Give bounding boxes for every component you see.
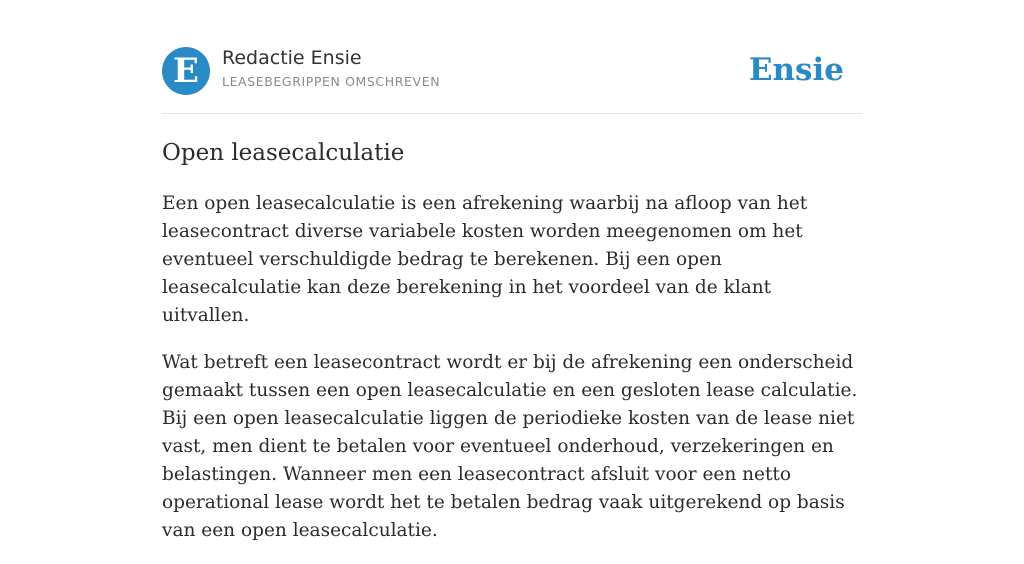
paragraph-1: Een open leasecalculatie is een afrekening waarbij na afloop van het leasecontract diverse variabele kosten worden meegenomen om het eventueel verschuldigde bedrag te berekenen. Bij een open leasecalculatie kan deze berekening in het voordeel van de klant uitvallen. — [162, 193, 808, 326]
author-avatar-icon[interactable]: E — [162, 47, 210, 95]
definition-card — [162, 44, 862, 541]
card-header — [162, 44, 862, 100]
brand-logo[interactable]: Ensie — [748, 52, 844, 88]
author-name[interactable]: Redactie Ensie — [222, 47, 362, 69]
paragraph-2: Wat betreft een leasecontract wordt er bij de afrekening een onderscheid gemaakt tussen een open leasecalculatie en een gesloten lease calculatie. Bij een open leasecalculatie liggen de periodieke kosten van de lease niet vast, men dient te betalen voor eventueel onderhoud, verzekeringen en belastingen. Wanneer men een leasecontract afsluit voor een netto operational lease wordt het te betalen bedrag vaak uitgerekend op basis van een open leasecalculatie. — [162, 352, 858, 541]
page-title: Open leasecalculatie — [162, 140, 405, 166]
author-subtitle[interactable]: LEASEBEGRIPPEN OMSCHREVEN — [222, 74, 441, 89]
header-divider — [162, 113, 862, 114]
definition-body — [162, 190, 862, 564]
